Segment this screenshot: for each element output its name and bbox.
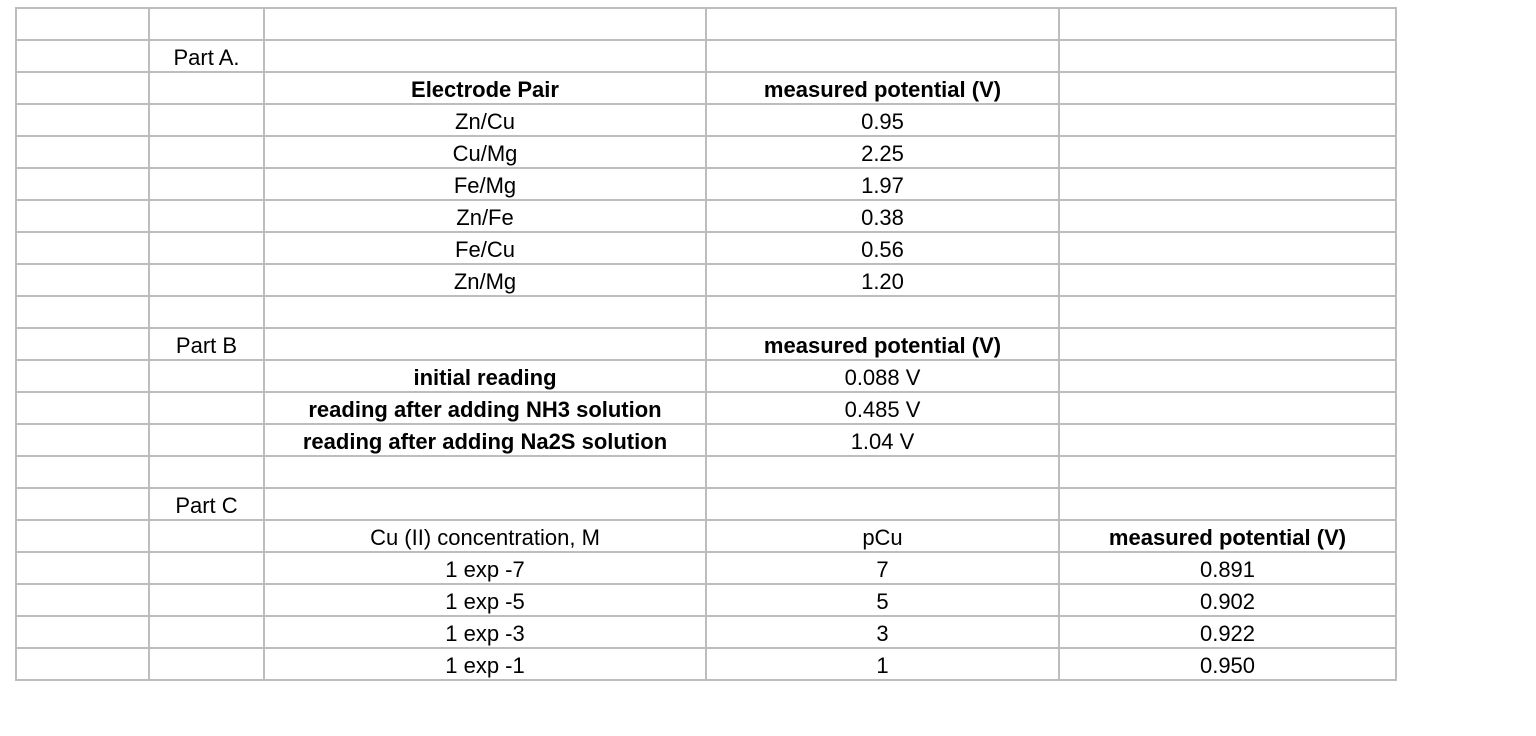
concentration-header[interactable]: Cu (II) concentration, M [264, 520, 706, 552]
electrode-pair-cell[interactable]: Zn/Fe [264, 200, 706, 232]
potential-header[interactable]: measured potential (V) [1059, 520, 1396, 552]
cell[interactable] [264, 456, 706, 488]
cell[interactable] [706, 456, 1059, 488]
table-row [16, 584, 1396, 616]
cell[interactable] [16, 488, 149, 520]
electrode-pair-cell[interactable]: Zn/Cu [264, 104, 706, 136]
potential-cell[interactable]: 2.25 [706, 136, 1059, 168]
cell[interactable] [16, 648, 149, 680]
part-b-label[interactable]: Part B [149, 328, 264, 360]
sheet-row [16, 456, 1396, 488]
cell[interactable] [264, 296, 706, 328]
part-c-label[interactable]: Part C [149, 488, 264, 520]
cell[interactable] [264, 8, 706, 40]
cell[interactable] [16, 296, 149, 328]
cell[interactable] [1059, 296, 1396, 328]
concentration-cell[interactable]: 1 exp -7 [264, 552, 706, 584]
pcu-cell[interactable]: 5 [706, 584, 1059, 616]
spreadsheet-grid [15, 7, 1397, 681]
cell[interactable] [149, 648, 264, 680]
potential-cell[interactable]: 0.485 V [706, 392, 1059, 424]
cell[interactable] [16, 8, 149, 40]
sheet-row [16, 328, 1396, 360]
cell[interactable] [706, 296, 1059, 328]
table-row [16, 552, 1396, 584]
table-row [16, 424, 1396, 456]
cell[interactable] [16, 616, 149, 648]
electrode-pair-cell[interactable]: Fe/Mg [264, 168, 706, 200]
cell[interactable] [1059, 136, 1396, 168]
cell[interactable] [16, 360, 149, 392]
pcu-cell[interactable]: 1 [706, 648, 1059, 680]
cell[interactable] [1059, 488, 1396, 520]
cell[interactable] [1059, 40, 1396, 72]
pcu-cell[interactable]: 7 [706, 552, 1059, 584]
cell[interactable] [16, 392, 149, 424]
cell[interactable] [149, 8, 264, 40]
cell[interactable] [149, 584, 264, 616]
cell[interactable] [1059, 456, 1396, 488]
table-row [16, 648, 1396, 680]
potential-cell[interactable]: 1.04 V [706, 424, 1059, 456]
sheet-row [16, 488, 1396, 520]
table-row [16, 136, 1396, 168]
table-row [16, 392, 1396, 424]
cell[interactable] [149, 424, 264, 456]
cell[interactable] [706, 8, 1059, 40]
cell[interactable] [149, 200, 264, 232]
cell[interactable] [16, 584, 149, 616]
cell[interactable] [1059, 424, 1396, 456]
cell[interactable] [16, 424, 149, 456]
electrode-pair-cell[interactable]: Zn/Mg [264, 264, 706, 296]
reading-cell[interactable]: initial reading [264, 360, 706, 392]
cell[interactable] [149, 392, 264, 424]
cell[interactable] [706, 488, 1059, 520]
cell[interactable] [16, 456, 149, 488]
cell[interactable] [16, 168, 149, 200]
cell[interactable] [1059, 360, 1396, 392]
potential-cell[interactable]: 0.902 [1059, 584, 1396, 616]
cell[interactable] [16, 200, 149, 232]
sheet-row [16, 40, 1396, 72]
cell[interactable] [1059, 104, 1396, 136]
table-row [16, 264, 1396, 296]
cell[interactable] [149, 552, 264, 584]
cell[interactable] [16, 328, 149, 360]
cell[interactable] [1059, 264, 1396, 296]
table-row [16, 616, 1396, 648]
concentration-cell[interactable]: 1 exp -1 [264, 648, 706, 680]
table-row [16, 104, 1396, 136]
potential-cell[interactable]: 0.950 [1059, 648, 1396, 680]
cell[interactable] [16, 264, 149, 296]
cell[interactable] [264, 488, 706, 520]
potential-cell[interactable]: 0.891 [1059, 552, 1396, 584]
cell[interactable] [16, 520, 149, 552]
cell[interactable] [16, 232, 149, 264]
table-row [16, 168, 1396, 200]
cell[interactable] [149, 136, 264, 168]
reading-cell[interactable]: reading after adding NH3 solution [264, 392, 706, 424]
cell[interactable] [1059, 392, 1396, 424]
cell[interactable] [149, 104, 264, 136]
cell[interactable] [1059, 328, 1396, 360]
sheet-row [16, 520, 1396, 552]
potential-cell[interactable]: 0.088 V [706, 360, 1059, 392]
sheet-row [16, 72, 1396, 104]
potential-cell[interactable]: 0.56 [706, 232, 1059, 264]
cell[interactable] [16, 72, 149, 104]
cell[interactable] [149, 296, 264, 328]
cell[interactable] [16, 552, 149, 584]
cell[interactable] [264, 40, 706, 72]
cell[interactable] [149, 72, 264, 104]
potential-header[interactable]: measured potential (V) [706, 72, 1059, 104]
pcu-cell[interactable]: 3 [706, 616, 1059, 648]
cell[interactable] [706, 40, 1059, 72]
cell[interactable] [149, 360, 264, 392]
cell[interactable] [264, 328, 706, 360]
potential-cell[interactable]: 1.97 [706, 168, 1059, 200]
cell[interactable] [149, 232, 264, 264]
potential-cell[interactable]: 0.922 [1059, 616, 1396, 648]
electrode-pair-cell[interactable]: Fe/Cu [264, 232, 706, 264]
reading-cell[interactable]: reading after adding Na2S solution [264, 424, 706, 456]
cell[interactable] [1059, 72, 1396, 104]
cell[interactable] [149, 264, 264, 296]
table-row [16, 232, 1396, 264]
potential-header[interactable]: measured potential (V) [706, 328, 1059, 360]
potential-cell[interactable]: 1.20 [706, 264, 1059, 296]
pcu-header[interactable]: pCu [706, 520, 1059, 552]
part-a-label[interactable]: Part A. [149, 40, 264, 72]
potential-cell[interactable]: 0.95 [706, 104, 1059, 136]
concentration-cell[interactable]: 1 exp -3 [264, 616, 706, 648]
cell[interactable] [149, 616, 264, 648]
cell[interactable] [16, 136, 149, 168]
cell[interactable] [149, 456, 264, 488]
sheet-row [16, 296, 1396, 328]
cell[interactable] [1059, 168, 1396, 200]
cell[interactable] [1059, 232, 1396, 264]
sheet-row [16, 8, 1396, 40]
cell[interactable] [1059, 8, 1396, 40]
potential-cell[interactable]: 0.38 [706, 200, 1059, 232]
cell[interactable] [16, 40, 149, 72]
electrode-pair-header[interactable]: Electrode Pair [264, 72, 706, 104]
table-row [16, 200, 1396, 232]
concentration-cell[interactable]: 1 exp -5 [264, 584, 706, 616]
cell[interactable] [1059, 200, 1396, 232]
cell[interactable] [149, 520, 264, 552]
cell[interactable] [16, 104, 149, 136]
table-row [16, 360, 1396, 392]
electrode-pair-cell[interactable]: Cu/Mg [264, 136, 706, 168]
cell[interactable] [149, 168, 264, 200]
